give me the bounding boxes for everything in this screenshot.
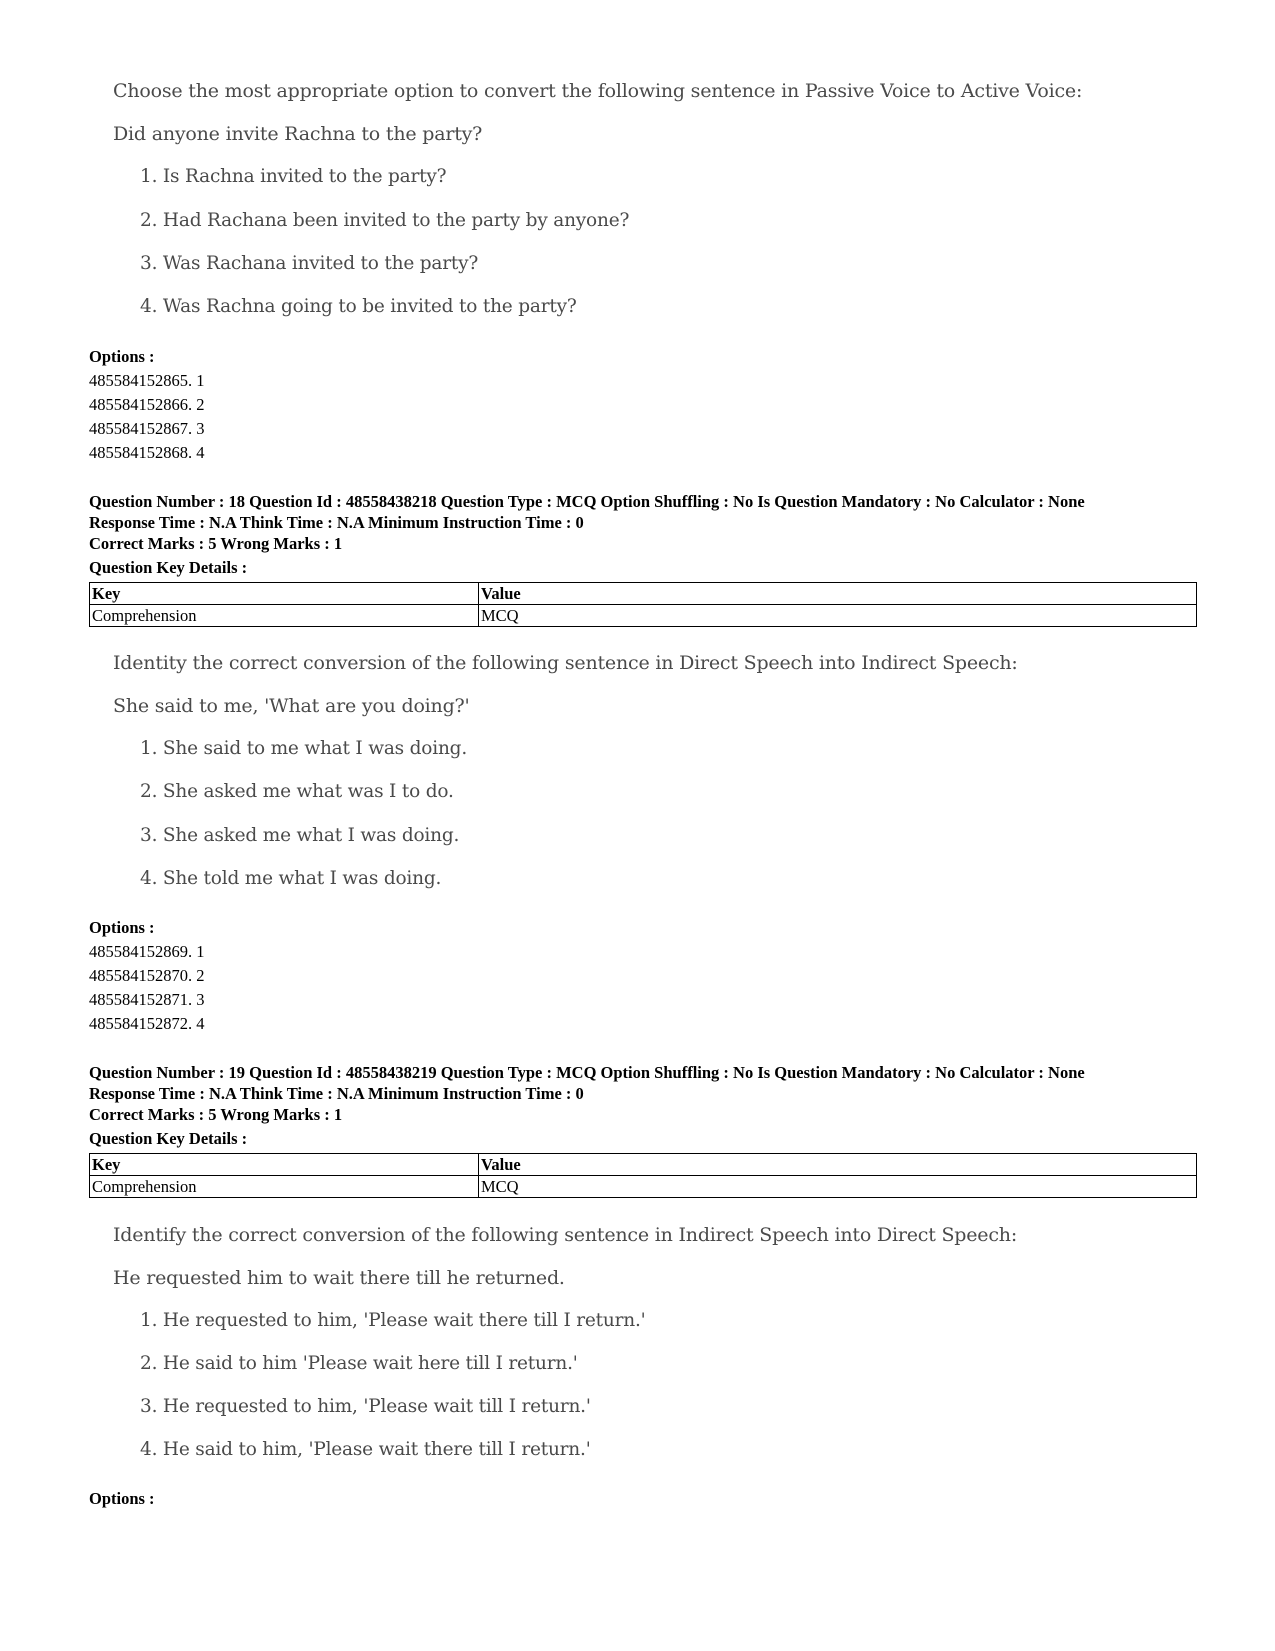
table-header-value: Value — [479, 583, 1197, 605]
question-17-choice-1: 1. Is Rachna invited to the party? — [140, 166, 447, 187]
table-row — [90, 1176, 1197, 1198]
option-id: 485584152865. 1 — [89, 371, 205, 390]
table-cell-key: Comprehension — [90, 605, 479, 627]
question-19-header — [89, 1062, 1209, 1104]
table-cell-value: MCQ — [479, 605, 1197, 627]
table-row — [90, 605, 1197, 627]
option-id: 485584152869. 1 — [89, 942, 205, 961]
question-19-key-details-label: Question Key Details : — [89, 1129, 248, 1148]
option-id: 485584152870. 2 — [89, 966, 205, 985]
question-19-options — [89, 1487, 155, 1511]
table-header-key: Key — [90, 1154, 479, 1176]
table-header-row — [90, 583, 1197, 605]
question-17-options — [89, 345, 205, 465]
question-18-meta-line1: Question Number : 18 Question Id : 48558438218 Question Type : MCQ Option Shuffling : No Is Question Mandatory : No Calculator : None — [89, 492, 1085, 511]
question-18-meta-line2: Response Time : N.A Think Time : N.A Minimum Instruction Time : 0 — [89, 513, 584, 532]
table-header-row — [90, 1154, 1197, 1176]
question-18-choice-3: 3. She asked me what I was doing. — [140, 825, 460, 846]
question-19-choice-2: 2. He said to him 'Please wait here till I return.' — [140, 1353, 578, 1374]
question-19-key-table — [89, 1153, 1197, 1198]
question-18-key-table — [89, 582, 1197, 627]
question-19-marks: Correct Marks : 5 Wrong Marks : 1 — [89, 1105, 343, 1124]
question-18-sentence: She said to me, 'What are you doing?' — [113, 695, 470, 717]
question-18-marks: Correct Marks : 5 Wrong Marks : 1 — [89, 534, 343, 553]
question-18-choice-4: 4. She told me what I was doing. — [140, 868, 442, 889]
table-cell-key: Comprehension — [90, 1176, 479, 1198]
option-id: 485584152872. 4 — [89, 1014, 205, 1033]
question-18-key-details-label: Question Key Details : — [89, 558, 248, 577]
question-19-choice-1: 1. He requested to him, 'Please wait there till I return.' — [140, 1310, 646, 1331]
question-18-header — [89, 491, 1209, 533]
question-18-instruction: Identity the correct conversion of the following sentence in Direct Speech into Indirect Speech: — [113, 652, 1018, 674]
options-label: Options : — [89, 918, 155, 937]
table-cell-value: MCQ — [479, 1176, 1197, 1198]
question-17-instruction: Choose the most appropriate option to convert the following sentence in Passive Voice to Active Voice: — [113, 80, 1083, 102]
question-19-instruction: Identify the correct conversion of the following sentence in Indirect Speech into Direct Speech: — [113, 1224, 1018, 1246]
question-18-options — [89, 916, 205, 1036]
table-header-value: Value — [479, 1154, 1197, 1176]
question-17-sentence: Did anyone invite Rachna to the party? — [113, 123, 483, 145]
option-id: 485584152867. 3 — [89, 419, 205, 438]
question-19-meta-line2: Response Time : N.A Think Time : N.A Minimum Instruction Time : 0 — [89, 1084, 584, 1103]
option-id: 485584152871. 3 — [89, 990, 205, 1009]
question-17-choice-4: 4. Was Rachna going to be invited to the party? — [140, 296, 577, 317]
options-label: Options : — [89, 347, 155, 366]
question-19-choice-3: 3. He requested to him, 'Please wait till I return.' — [140, 1396, 591, 1417]
option-id: 485584152866. 2 — [89, 395, 205, 414]
table-header-key: Key — [90, 583, 479, 605]
question-19-choice-4: 4. He said to him, 'Please wait there till I return.' — [140, 1439, 591, 1460]
options-label: Options : — [89, 1489, 155, 1508]
question-19-meta-line1: Question Number : 19 Question Id : 48558438219 Question Type : MCQ Option Shuffling : No Is Question Mandatory : No Calculator : None — [89, 1063, 1085, 1082]
option-id: 485584152868. 4 — [89, 443, 205, 462]
question-17-choice-2: 2. Had Rachana been invited to the party by anyone? — [140, 210, 630, 231]
question-18-choice-1: 1. She said to me what I was doing. — [140, 738, 467, 759]
question-17-choice-3: 3. Was Rachana invited to the party? — [140, 253, 479, 274]
question-19-sentence: He requested him to wait there till he returned. — [113, 1267, 565, 1289]
question-18-choice-2: 2. She asked me what was I to do. — [140, 781, 454, 802]
